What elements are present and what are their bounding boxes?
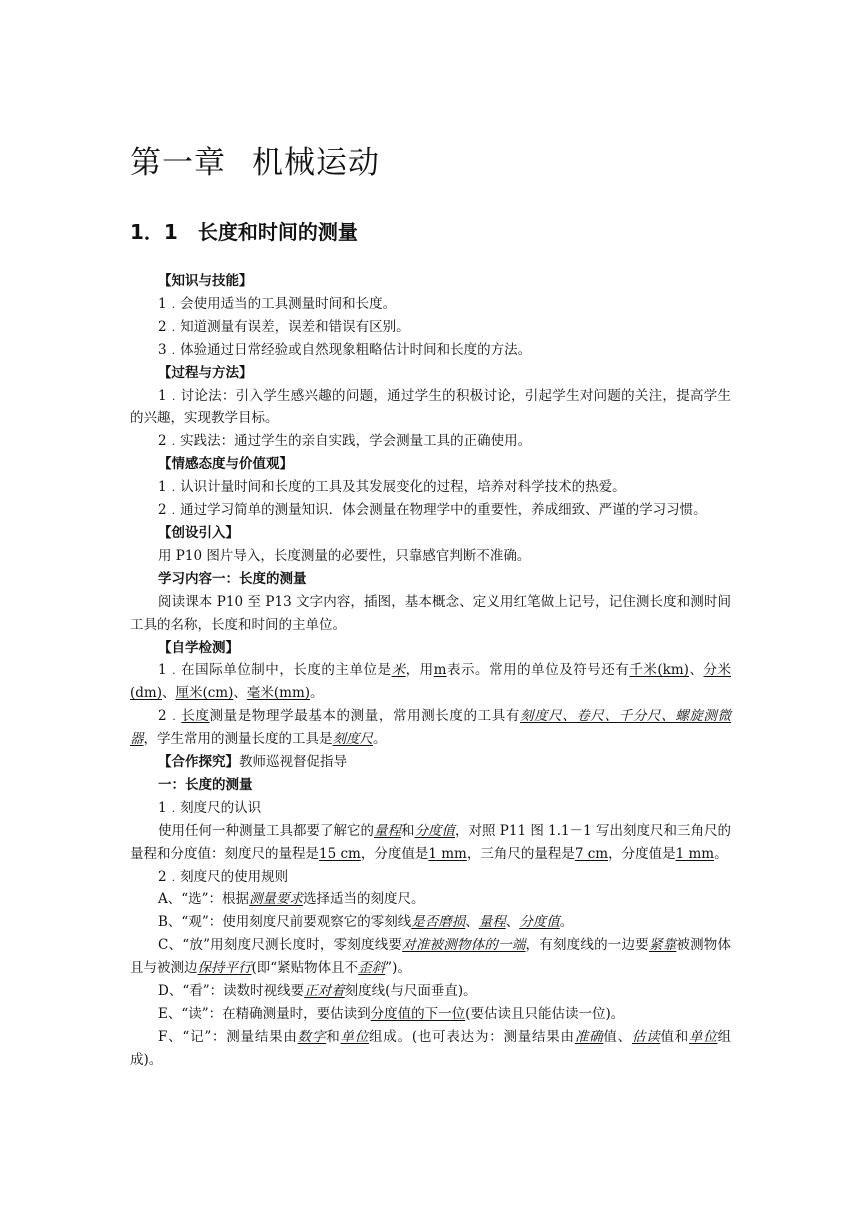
rule-e: [130, 1003, 731, 1026]
answer-blank: 正对着: [304, 983, 345, 1000]
answer-blank: 1 mm: [675, 845, 715, 862]
answer-blank: 刻度尺: [332, 731, 373, 748]
text-run: 刻度线(与尺面垂直)。: [344, 983, 477, 1000]
answer-blank: 单位: [340, 1028, 370, 1045]
answer-blank: 量程: [478, 914, 506, 931]
text-run: ，有刻度线的一边要: [525, 937, 649, 954]
text-run: 、: [233, 685, 247, 702]
answer-blank: 估读: [631, 1028, 661, 1045]
text-run: 、: [161, 685, 176, 702]
text-run: ，对照 P11 图 1.1－1 写出刻度尺和三角尺的量程和分度值：刻度尺的量程是: [130, 822, 731, 862]
answer-blank: 刻度尺、卷尺、千分尺、螺旋测微器: [130, 708, 732, 748]
heading-introduction: 【创设引入】: [158, 524, 239, 541]
text-run: F、“记”：测量结果由: [158, 1028, 298, 1045]
section-number: 1．1: [130, 220, 178, 244]
heading-emotion-values: 【情感态度与价值观】: [158, 456, 293, 473]
answer-blank: 7 cm: [574, 845, 609, 862]
text-run: 和: [401, 822, 415, 839]
text-run: 、: [688, 662, 704, 679]
heading-cooperative-inquiry: [130, 751, 731, 774]
emotion-item-2: 2﹒通过学习简单的测量知识．体会测量在物理学中的重要性，养成细致、严谨的学习习惯。: [158, 502, 707, 519]
text-run: 值和: [660, 1028, 690, 1045]
text-run: 测量是物理学最基本的测量，常用测长度的工具有: [209, 708, 520, 725]
section-name: 长度和时间的测量: [197, 220, 358, 244]
answer-blank: 1 mm: [428, 845, 467, 862]
ruler-knowledge-text: [130, 820, 731, 866]
answer-blank: 量程: [374, 822, 401, 839]
chapter-title: [130, 137, 380, 182]
heading-knowledge-skills: 【知识与技能】: [158, 273, 253, 289]
text-run: 组成。(也可表达为：测量结果由: [369, 1028, 575, 1045]
answer-blank: 准确: [574, 1028, 604, 1045]
text-run: 被测物体且与被测边: [130, 937, 732, 977]
answer-blank: 分度值: [519, 914, 560, 931]
answer-blank: 对准被测物体的一端: [402, 937, 526, 954]
text-run: 值、: [603, 1028, 632, 1045]
text-run: 1﹒在国际单位制中，长度的主单位是: [158, 662, 392, 679]
rule-d: [130, 980, 731, 1003]
answer-blank: 是否磨损: [411, 914, 466, 931]
answer-blank: 15 cm: [319, 845, 361, 862]
answer-blank: 数字: [297, 1028, 327, 1045]
text-run: 2﹒: [158, 708, 182, 725]
introduction-text: 用 P10 图片导入，长度测量的必要性，只靠感官判断不准确。: [158, 547, 531, 564]
text-run: 。: [714, 845, 728, 862]
answer-blank: 分米(dm): [130, 662, 732, 702]
text-run: B、“观”：使用刻度尺前要观察它的零刻线: [158, 914, 412, 931]
process-item-1: 1﹒讨论法：引入学生感兴趣的问题，通过学生的积极讨论，引起学生对问题的关注，提高学生的兴趣，实现教学目标。: [130, 387, 731, 427]
rule-f: [130, 1026, 731, 1072]
document-body: [130, 270, 731, 1072]
rule-c: [130, 934, 731, 980]
text-run: ，三角尺的量程是: [466, 845, 575, 862]
text-run: ，学生常用的测量长度的工具是: [143, 731, 333, 748]
text-run: A、“选”：根据: [158, 891, 250, 908]
answer-blank: 紧靠: [648, 937, 677, 954]
text-run: (要估读且只能估读一位)。: [465, 1006, 625, 1022]
text-run: ，用: [405, 662, 434, 679]
answer-blank: 千米(km): [629, 662, 689, 679]
text-run: 。: [373, 731, 387, 748]
section-title: [130, 216, 358, 245]
heading-note: 教师巡视督促指导: [239, 754, 347, 771]
text-run: ，分度值是: [360, 845, 429, 862]
text-run: 。: [559, 914, 574, 931]
heading-learning-content: 学习内容一：长度的测量: [158, 570, 307, 587]
answer-blank: 毫米(mm): [246, 685, 311, 702]
text-run: 组成)。: [130, 1028, 732, 1068]
heading-process-method: 【过程与方法】: [158, 364, 253, 381]
ruler-rules-heading: 2﹒刻度尺的使用规则: [158, 868, 289, 885]
answer-blank: 歪斜: [358, 960, 386, 977]
text-run: C、“放”用刻度尺测长度时，零刻度线要: [158, 937, 403, 954]
rule-a: [130, 888, 731, 911]
text-run: ”)。: [385, 960, 411, 977]
self-check-question-2: [130, 705, 731, 751]
answer-blank: m: [433, 662, 447, 679]
text-run: 表示。常用的单位及符号还有: [446, 662, 630, 679]
answer-blank: 米: [391, 662, 406, 679]
text-run: 、: [505, 914, 520, 931]
text-run: ，分度值是: [608, 845, 676, 862]
heading-self-check: 【自学检测】: [158, 639, 239, 656]
rule-b: [130, 911, 731, 934]
answer-blank: 分度值的下一位: [370, 1006, 466, 1022]
self-check-question-1: [130, 659, 731, 705]
knowledge-item-1: 1﹒会使用适当的工具测量时间和长度。: [158, 295, 397, 312]
process-item-2: 2﹒实践法：通过学生的亲自实践，学会测量工具的正确使用。: [158, 433, 532, 450]
answer-blank: 厘米(cm): [175, 685, 234, 702]
text-run: 选择适当的刻度尺。: [303, 891, 425, 908]
knowledge-item-2: 2﹒知道测量有误差，误差和错误有区别。: [158, 318, 410, 335]
answer-blank: 保持平行: [197, 960, 252, 977]
chapter-name: 机械运动: [252, 145, 380, 181]
chapter-number: 第一章: [130, 145, 226, 181]
subheading-length-measurement: 一：长度的测量: [158, 776, 253, 793]
heading-label: 【合作探究】: [158, 754, 239, 771]
text-run: D、“看”：读数时视线要: [158, 983, 305, 1000]
text-run: 。: [310, 685, 324, 702]
answer-blank: 单位: [689, 1028, 718, 1045]
text-run: 和: [326, 1028, 341, 1045]
reading-instruction: 阅读课本 P10 至 P13 文字内容，插图，基本概念、定义用红笔做上记号，记住测长度和测时间工具的名称，长度和时间的主单位。: [130, 593, 731, 633]
text-run: E、“读”：在精确测量时，要估读到: [158, 1006, 371, 1022]
text-run: 使用任何一种测量工具都要了解它的: [158, 822, 374, 839]
answer-blank: 测量要求: [249, 891, 304, 908]
ruler-knowledge-heading: 1﹒刻度尺的认识: [158, 799, 262, 816]
emotion-item-1: 1﹒认识计量时间和长度的工具及其发展变化的过程，培养对科学技术的热爱。: [158, 479, 626, 496]
text-run: (即“紧贴物体且不: [251, 960, 359, 977]
answer-blank: 长度: [181, 708, 210, 725]
answer-blank: 分度值: [414, 822, 455, 839]
knowledge-item-3: 3﹒体验通过日常经验或自然现象粗略估计时间和长度的方法。: [158, 341, 532, 358]
text-run: 、: [465, 914, 479, 931]
